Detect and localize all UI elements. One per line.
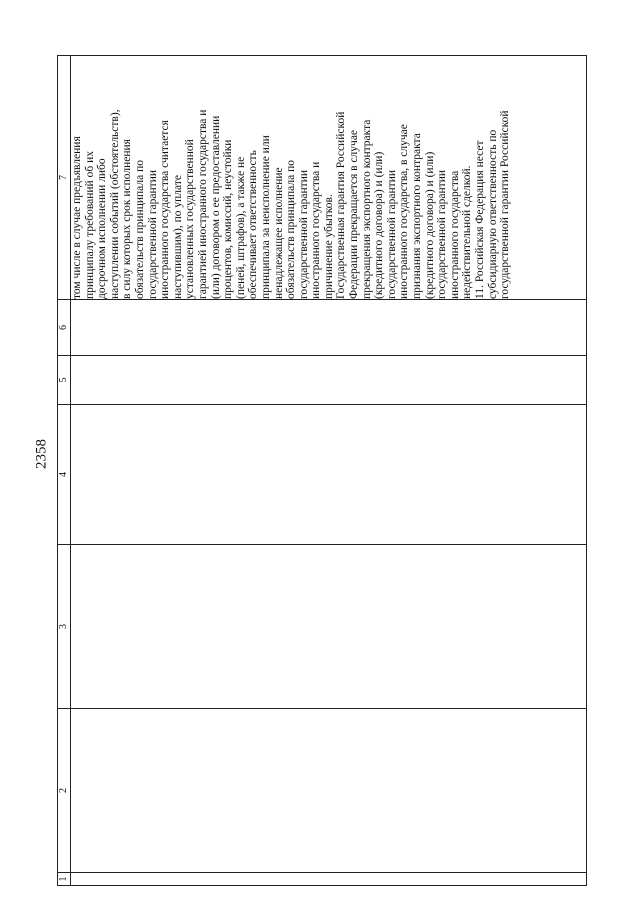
text-line: иностранного государства <box>448 170 461 299</box>
table-row <box>71 56 587 886</box>
column-header-5: 5 <box>58 356 71 405</box>
text-line: государственной гарантии Российской <box>499 110 512 299</box>
text-line: обязательств принципала по <box>133 159 146 299</box>
text-line: принципала за неисполнение или <box>259 135 272 299</box>
text-line: в силу которых срок исполнения <box>121 139 134 299</box>
text-line: Федерации прекращается в случае <box>348 129 361 299</box>
text-line: ненадлежащее исполнение <box>272 167 285 299</box>
text-line: иностранного государства, в случае <box>398 124 411 299</box>
cell-col-7-text <box>71 56 587 300</box>
text-line: государственной гарантии <box>436 170 449 299</box>
column-header-1: 1 <box>58 873 71 886</box>
text-line: (или) договором о ее предоставлении <box>209 115 222 299</box>
text-line: наступлении событий (обстоятельств), <box>108 109 121 299</box>
text-line: причинение убытков. <box>322 194 335 299</box>
text-line: признания экспортного контракта <box>411 133 424 299</box>
cell-col-4 <box>71 405 587 545</box>
text-line: государственной гарантии <box>385 170 398 299</box>
text-line: обеспечивает ответственность <box>247 150 260 299</box>
text-line: государственной гарантии <box>146 170 159 299</box>
header-row <box>58 56 71 886</box>
text-line: процентов, комиссий, неустойки <box>222 139 235 299</box>
text-line: том числе в случае предъявления <box>71 136 83 299</box>
text-line: гарантией иностранного государства и <box>196 109 209 299</box>
cell-col-2 <box>71 709 587 873</box>
text-line: обязательств принципала по <box>285 159 298 299</box>
page-number: 2358 <box>33 439 50 469</box>
rotated-table-container <box>57 56 587 886</box>
column-header-6: 6 <box>58 300 71 356</box>
text-line: иностранного государства считается <box>159 120 172 299</box>
cell-col-3 <box>71 545 587 709</box>
cell-col-5 <box>71 356 587 405</box>
column-header-4: 4 <box>58 405 71 545</box>
text-line: прекращения экспортного контракта <box>360 119 373 299</box>
cell-col-1 <box>71 873 587 886</box>
guarantees-table <box>57 55 587 886</box>
text-line: (кредитного договора) и (или) <box>423 151 436 299</box>
text-line: 11. Российская Федерация несет <box>474 140 486 299</box>
text-line: (пеней, штрафов), а также не <box>234 156 247 299</box>
text-line: государственной гарантии <box>297 170 310 299</box>
column-header-7: 7 <box>58 56 71 300</box>
text-line: установленных государственной <box>184 139 197 299</box>
text-line: недействительной сделкой. <box>461 165 474 299</box>
text-line: иностранного государства и <box>310 161 323 299</box>
column-header-3: 3 <box>58 545 71 709</box>
text-line: (кредитного договора) и (или) <box>373 151 386 299</box>
text-line: досрочном исполнении либо <box>96 158 109 299</box>
cell-col-6 <box>71 300 587 356</box>
text-line: субсидиарную ответственность по <box>486 129 499 299</box>
text-line: наступившим), по уплате <box>171 175 184 299</box>
column-header-2: 2 <box>58 709 71 873</box>
column-7-text-block <box>71 56 512 299</box>
text-line: Государственная гарантия Российской <box>335 111 348 299</box>
text-line: принципалу требований об их <box>83 151 96 299</box>
